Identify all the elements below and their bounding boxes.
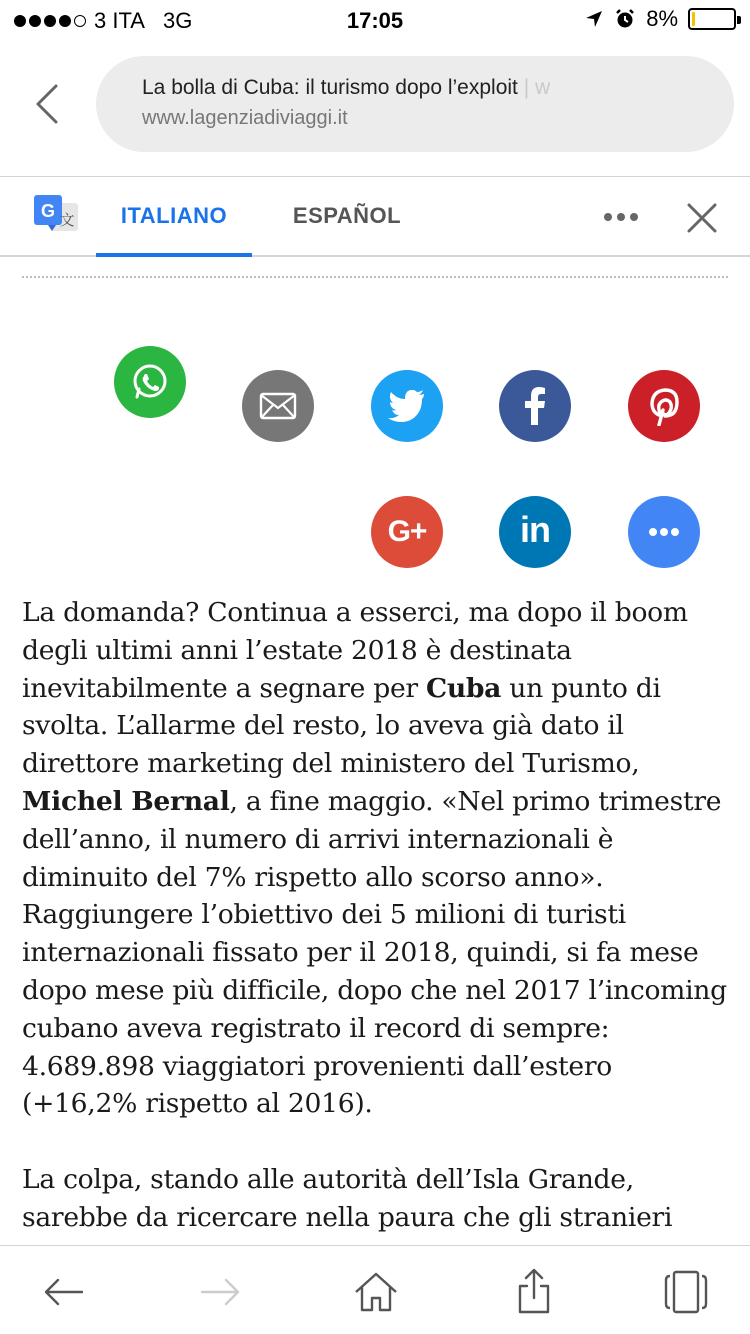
status-bar xyxy=(0,0,750,40)
tab-italiano[interactable]: ITALIANO xyxy=(96,177,252,255)
envelope-icon xyxy=(259,392,297,420)
share-whatsapp-button[interactable] xyxy=(114,346,186,418)
share-twitter-button[interactable] xyxy=(371,370,443,442)
article-paragraph: La domanda? Continua a esserci, ma dopo il boom degli ultimi anni l’estate 2018 è destinata inevitabilmente a segnare per Cuba un punto di svolta. L’allarme del resto, lo aveva già dato il direttore marketing del ministero del Turismo, Michel Bernal, a fine maggio. «Nel primo trimestre dell’anno, il numero di arrivi internazionali è diminuito del 7% rispetto allo scorso anno». Raggiungere l’obiettivo dei 5 milioni di turisti internazionali fissato per il 2018, quindi, si fa mese dopo mese più difficile, dopo che nel 2017 l’incoming cubano aveva registrato il record di sempre: 4.689.898 viaggiatori provenienti dall’estero (+16,2% rispetto al 2016). xyxy=(22,597,727,1120)
carrier-name: 3 ITA xyxy=(94,8,145,33)
article-paragraph: La colpa, stando alle autorità dell’Isla Grande, sarebbe da ricercare nella paura che gli stranieri xyxy=(22,1163,673,1233)
battery-icon xyxy=(688,8,736,30)
battery-percent: 8% xyxy=(646,6,678,31)
share-google-plus-button[interactable] xyxy=(371,496,443,568)
translate-bar xyxy=(0,177,750,257)
google-plus-icon: G+ xyxy=(387,515,427,548)
alarm-clock-icon xyxy=(614,8,636,30)
back-chevron-icon[interactable] xyxy=(28,82,68,126)
pinterest-icon xyxy=(649,386,679,426)
arrow-left-icon[interactable] xyxy=(40,1268,88,1316)
dotted-divider xyxy=(22,276,728,278)
share-email-button[interactable] xyxy=(242,370,314,442)
svg-text:G: G xyxy=(40,201,56,221)
more-dots-icon xyxy=(648,527,680,537)
page-title: La bolla di Cuba: il turismo dopo l’exploit | w xyxy=(142,76,551,99)
twitter-bird-icon xyxy=(388,390,426,422)
url-bar[interactable] xyxy=(96,56,734,152)
facebook-icon xyxy=(524,387,546,425)
share-linkedin-button[interactable] xyxy=(499,496,571,568)
bottom-toolbar xyxy=(0,1245,750,1334)
network-type: 3G xyxy=(162,8,193,33)
article-body xyxy=(22,594,734,1274)
linkedin-icon: in xyxy=(520,509,550,550)
share-icon[interactable] xyxy=(510,1268,558,1316)
share-pinterest-button[interactable] xyxy=(628,370,700,442)
google-translate-icon xyxy=(34,195,80,239)
tabs-icon[interactable] xyxy=(662,1268,710,1316)
status-time: 17:05 xyxy=(346,8,404,33)
battery-level xyxy=(692,12,695,26)
share-more-button[interactable] xyxy=(628,496,700,568)
page-host: www.lagenziadiviaggi.it xyxy=(142,107,348,129)
share-facebook-button[interactable] xyxy=(499,370,571,442)
home-icon[interactable] xyxy=(352,1268,400,1316)
arrow-right-icon[interactable] xyxy=(196,1268,244,1316)
location-arrow-icon xyxy=(584,9,604,29)
close-icon[interactable] xyxy=(686,202,718,234)
status-right xyxy=(584,6,736,32)
whatsapp-icon xyxy=(129,361,171,403)
tab-espanol[interactable]: ESPAÑOL xyxy=(292,203,402,228)
svg-text:文: 文 xyxy=(59,211,75,229)
more-options-icon[interactable] xyxy=(604,213,638,221)
